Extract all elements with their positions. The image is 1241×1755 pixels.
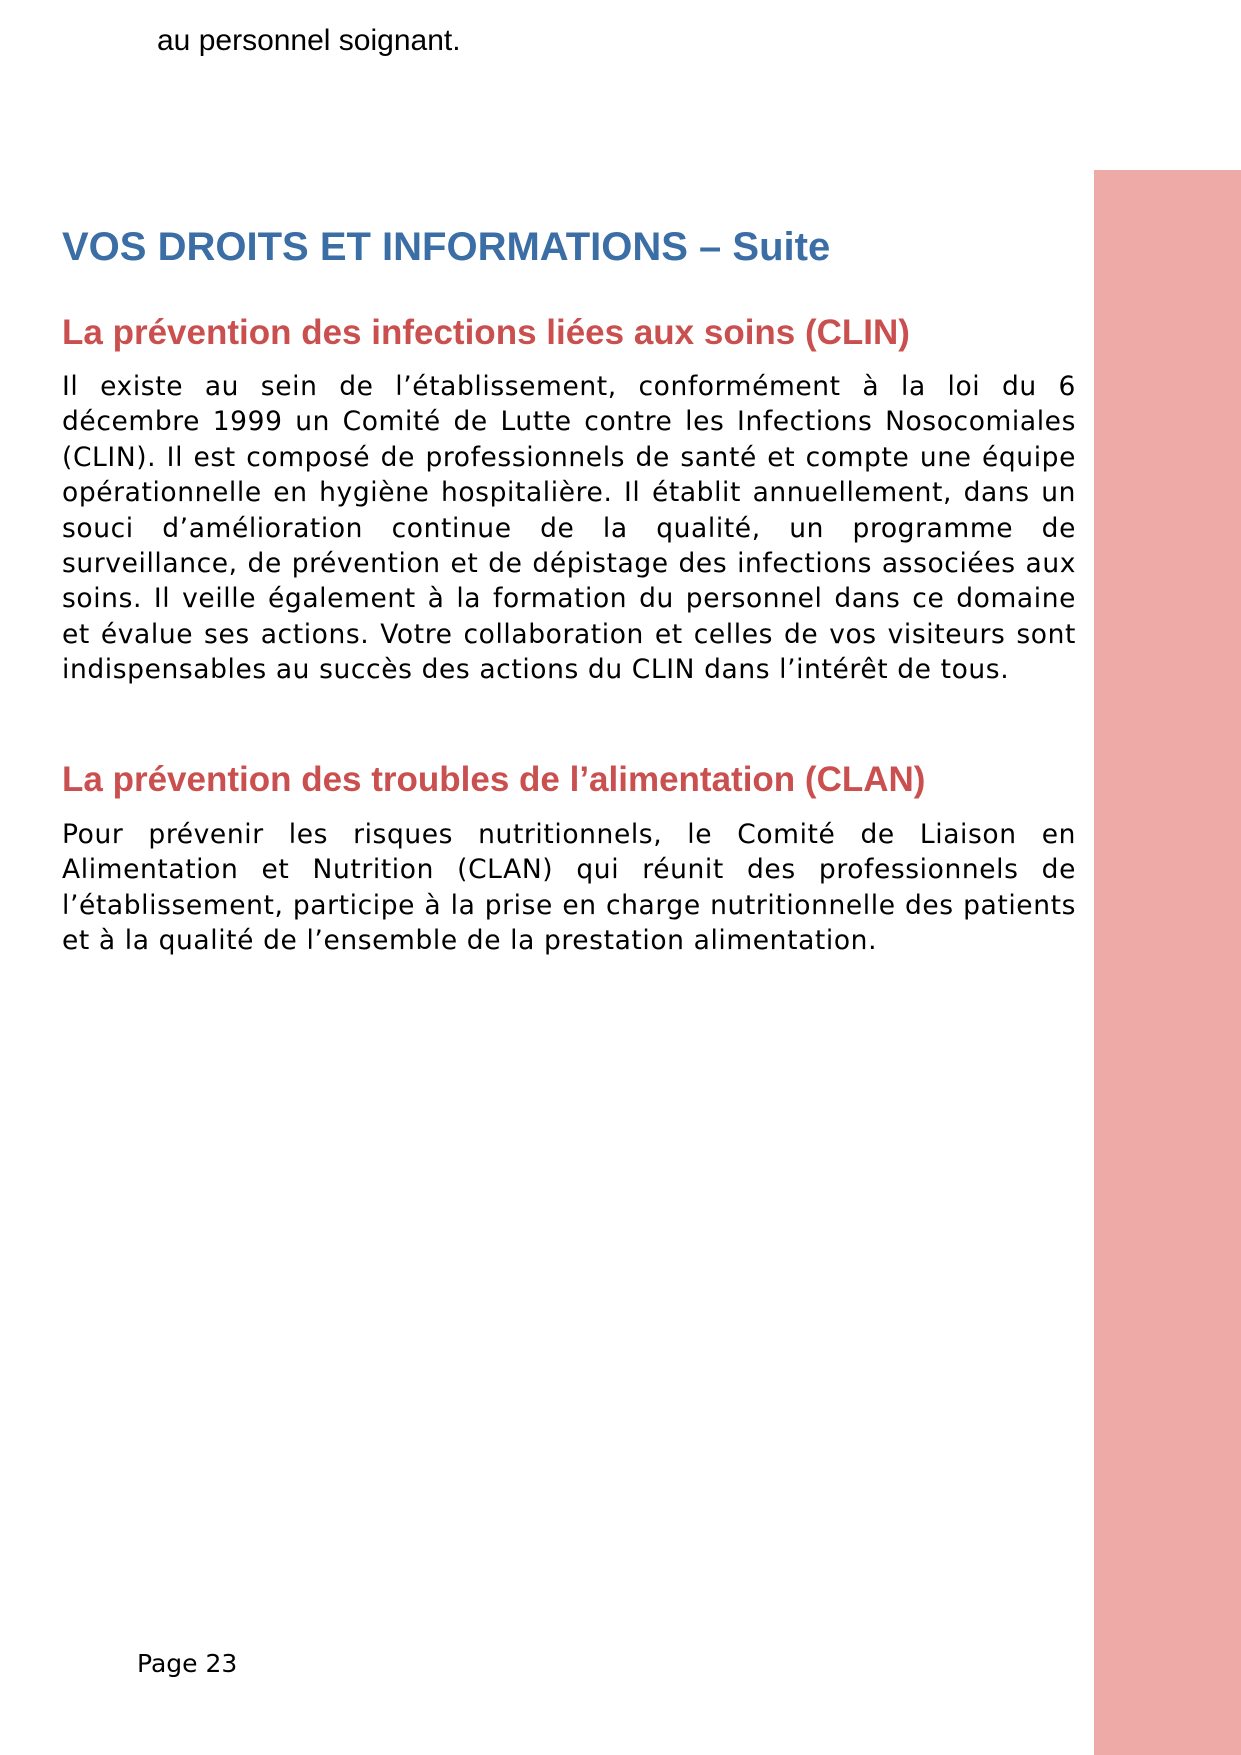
carryover-text: au personnel soignant. xyxy=(157,24,461,57)
page-title: VOS DROITS ET INFORMATIONS – Suite xyxy=(62,225,831,269)
decorative-side-band xyxy=(1094,170,1241,1755)
section-paragraph-clan: Pour prévenir les risques nutritionnels, le Comité de Liaison en Alimentation et Nutrition (CLAN) qui réunit des professionnels de l’établissement, participe à la prise en charge nutritionnelle des patients et à la qualité de l’ensemble de la prestation alimentation. xyxy=(62,819,1076,957)
section-heading-clan: La prévention des troubles de l’alimentation (CLAN) xyxy=(62,760,926,799)
section-paragraph-clin: Il existe au sein de l’établissement, conformément à la loi du 6 décembre 1999 un Comité de Lutte contre les Infections Nosocomiales (CLIN). Il est composé de professionnels de santé et compte une équipe opérationnelle en hygiène hospitalière. Il établit annuellement, dans un souci d’amélioration continue de la qualité, un programme de surveillance, de prévention et de dépistage des infections associées aux soins. Il veille également à la formation du personnel dans ce domaine et évalue ses actions. Votre collaboration et celles de vos visiteurs sont indispensables au succès des actions du CLIN dans l’intérêt de tous. xyxy=(62,371,1076,686)
page-number: Page 23 xyxy=(137,1649,238,1678)
section-heading-clin: La prévention des infections liées aux soins (CLIN) xyxy=(62,313,910,352)
